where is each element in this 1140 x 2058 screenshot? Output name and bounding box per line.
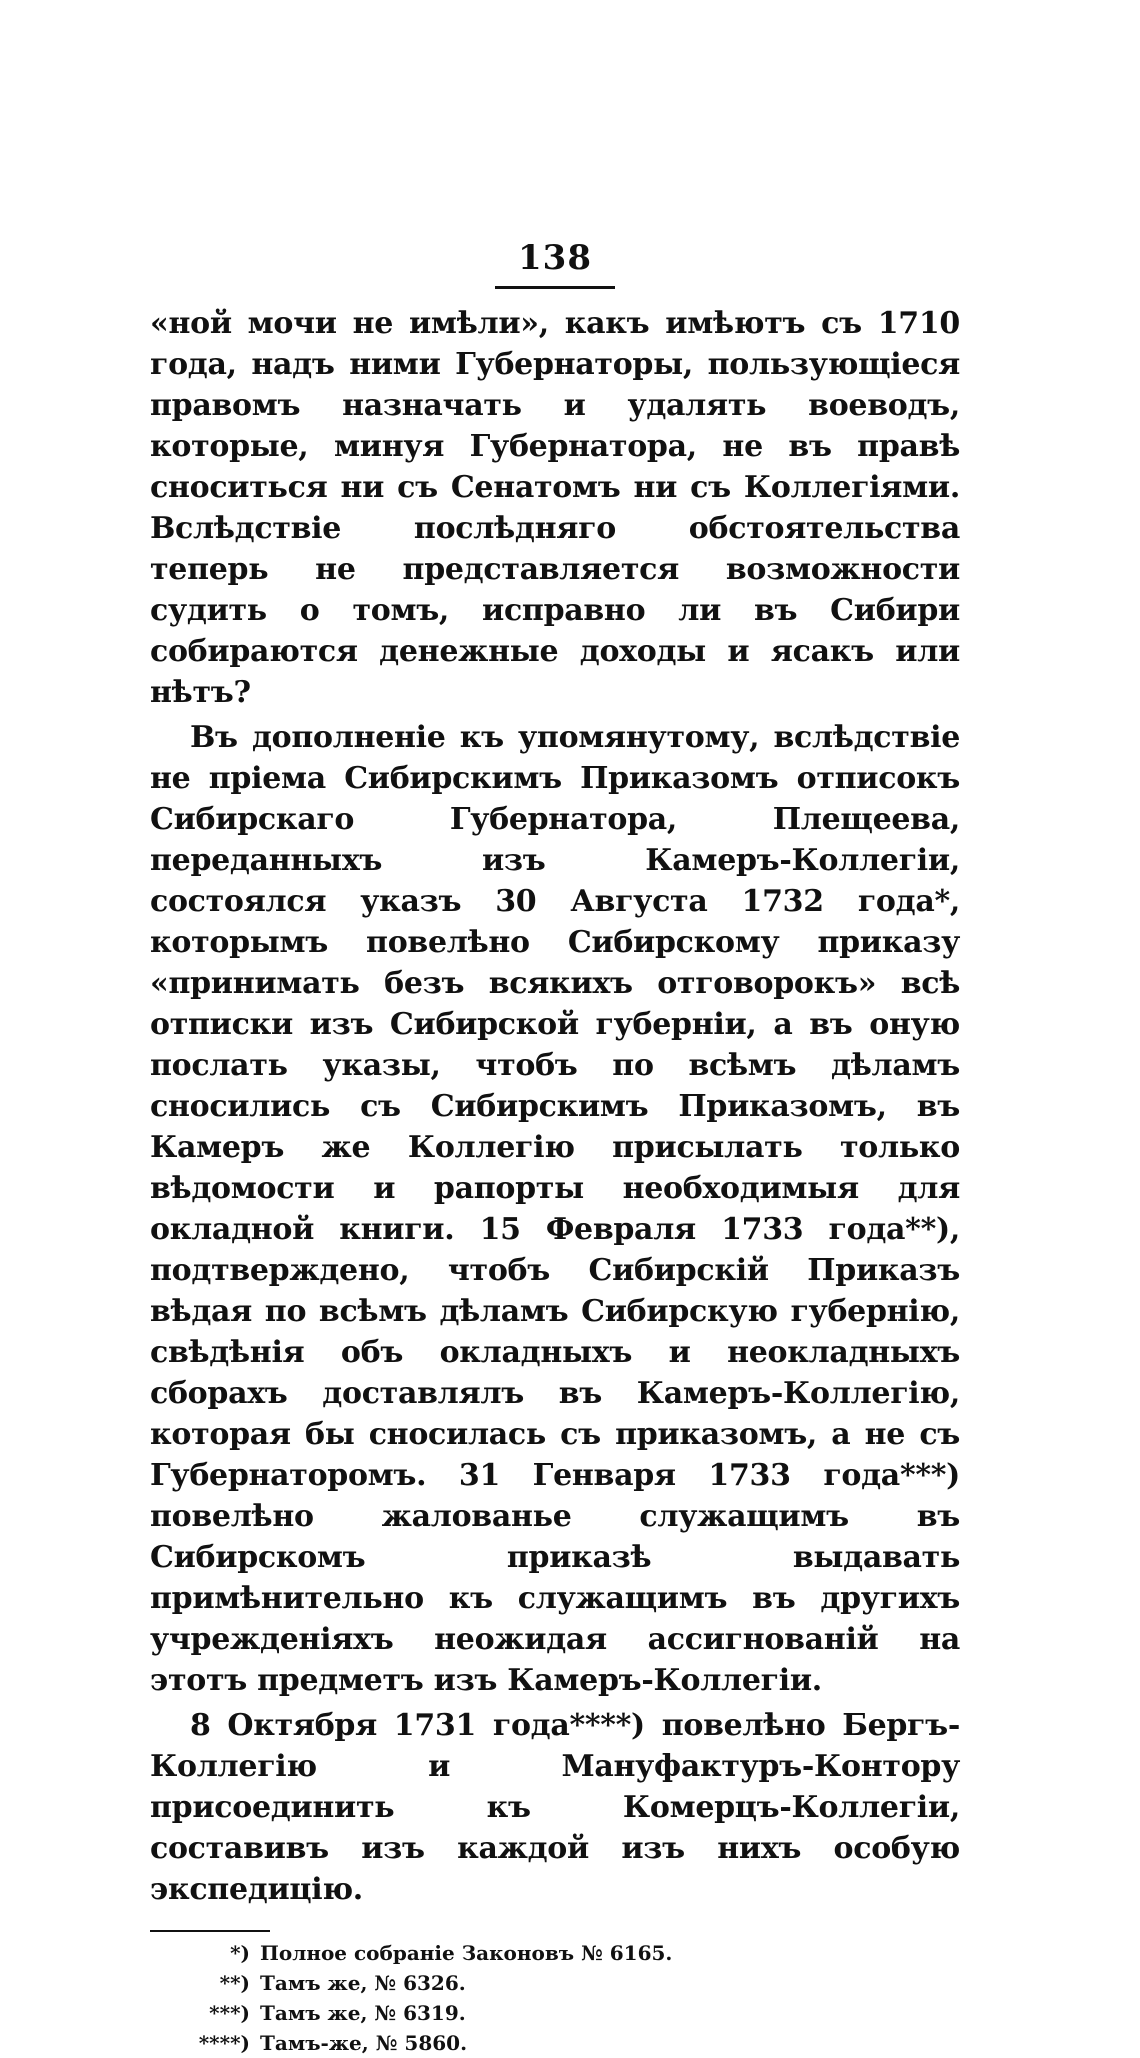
- footnote-text: Полное собраніе Законовъ № 6165.: [260, 1941, 673, 1965]
- book-page: [150, 238, 960, 2055]
- footnotes: [188, 1938, 960, 2058]
- footnote-rule: [150, 1930, 270, 1932]
- page-number: 138: [518, 238, 592, 278]
- footnote: [188, 1968, 960, 1998]
- paragraph-supplement: Въ дополненіе къ упомянутому, вслѣдствіе не пріема Сибирскимъ Приказомъ отписокъ Сибирскаго Губернатора, Плещеева, переданныхъ изъ Камеръ-Коллегіи, состоялся указъ 30 Августа 1732 года*, которымъ повелѣно Сибирскому приказу «принимать безъ всякихъ отговорокъ» всѣ отписки изъ Сибирской губерніи, а въ оную послать указы, чтобъ по всѣмъ дѣламъ сносились съ Сибирскимъ Приказомъ, въ Камеръ же Коллегію присылать только вѣдомости и рапорты необходимыя для окладной книги. 15 Февраля 1733 года**), подтверждено, чтобъ Сибирскій Приказъ вѣдая по всѣмъ дѣламъ Сибирскую губернію, свѣдѣнія объ окладныхъ и неокладныхъ сборахъ доставлялъ въ Камеръ-Коллегію, которая бы сносилась съ приказомъ, а не съ Губернаторомъ. 31 Генваря 1733 года***) повелѣно жалованье служащимъ въ Сибирскомъ приказѣ выдавать примѣнительно къ служащимъ въ другихъ учрежденіяхъ неожидая ассигнованій на этотъ предметъ изъ Камеръ-Коллегіи.: [150, 720, 960, 1698]
- paragraph-continuation: «ной мочи не имѣли», какъ имѣютъ съ 1710 года, надъ ними Губернаторы, пользующіеся правомъ назначать и удалять воеводъ, которые, минуя Губернатора, не въ правѣ сноситься ни съ Сенатомъ ни съ Коллегіями. Вслѣдствіе послѣдняго обстоятельства теперь не представляется возможности судить о томъ, исправно ли въ Сибири собираются денежные доходы и ясакъ или нѣтъ?: [150, 306, 960, 710]
- footnote: [188, 1998, 960, 2028]
- body-text: [150, 303, 960, 1910]
- footnote-mark: ***): [209, 2001, 250, 2025]
- footnote: [188, 2028, 960, 2058]
- page-number-rule: [495, 286, 615, 289]
- footnote-mark: **): [219, 1971, 250, 1995]
- footnote-text: Тамъ-же, № 5860.: [260, 2031, 468, 2055]
- footnote: [188, 1938, 960, 1968]
- paragraph-commerce-collegium: 8 Октября 1731 года****) повелѣно Бергъ-Коллегію и Мануфактуръ-Контору присоединить къ Комерцъ-Коллегіи, составивъ изъ каждой изъ нихъ особую экспедицію.: [150, 1708, 960, 1907]
- footnote-mark: ****): [198, 2031, 250, 2055]
- footnote-text: Тамъ же, № 6319.: [260, 2001, 466, 2025]
- footnote-mark: *): [230, 1941, 250, 1965]
- footnote-text: Тамъ же, № 6326.: [260, 1971, 466, 1995]
